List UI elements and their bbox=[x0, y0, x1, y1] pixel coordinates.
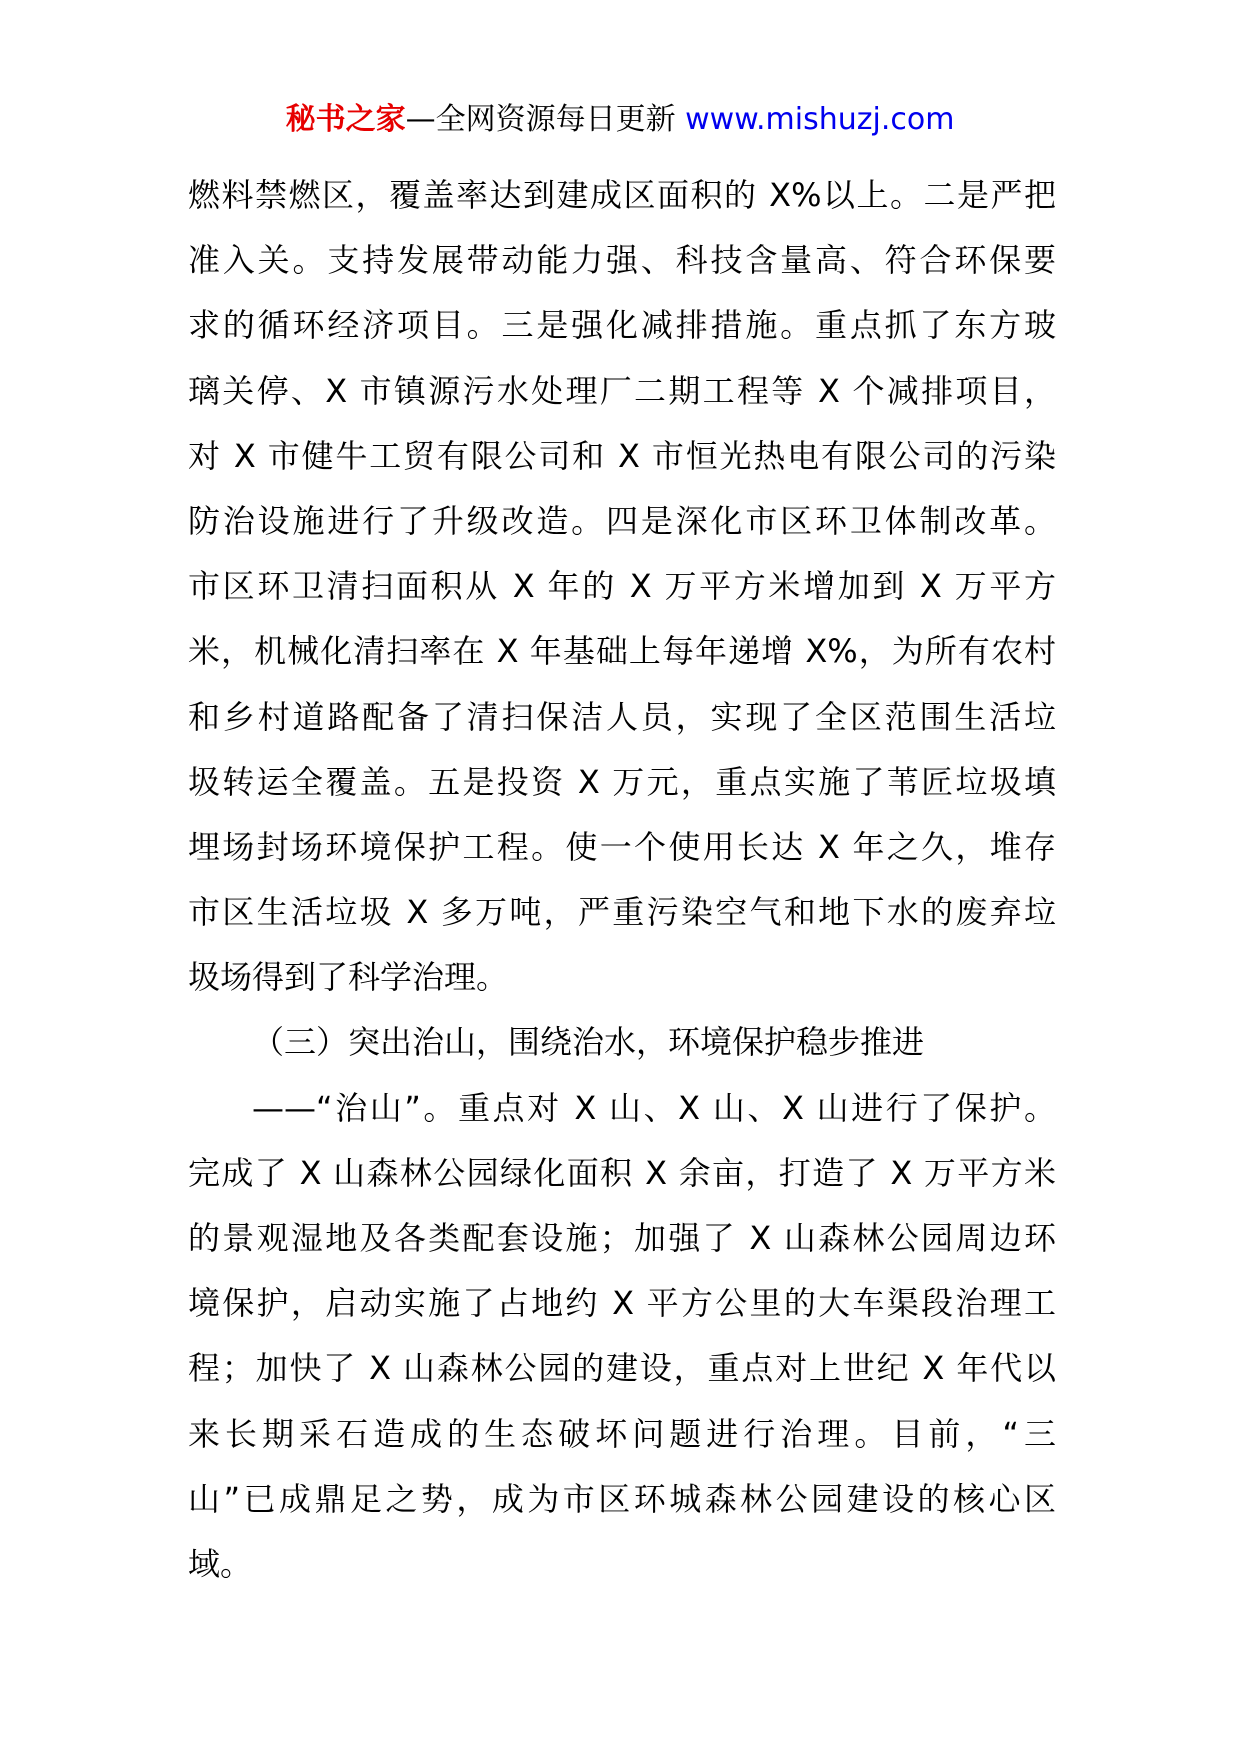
paragraph-line: 境保护，启动实施了占地约 X 平方公里的大车渠段治理工 bbox=[188, 1284, 1056, 1323]
paragraph-line: 米，机械化清扫率在 X 年基础上每年递增 X%，为所有农村 bbox=[188, 632, 1056, 671]
site-url-link[interactable]: www.mishuzj.com bbox=[685, 102, 955, 137]
paragraph-line: 完成了 X 山森林公园绿化面积 X 余亩，打造了 X 万平方米 bbox=[188, 1153, 1056, 1192]
paragraph-last-line: 圾场得到了科学治理。 bbox=[188, 958, 509, 997]
paragraph-line: 程；加快了 X 山森林公园的建设，重点对上世纪 X 年代以 bbox=[188, 1349, 1056, 1388]
paragraph-line: 圾转运全覆盖。五是投资 X 万元，重点实施了苇匠垃圾填 bbox=[188, 762, 1056, 801]
site-header bbox=[0, 98, 1240, 142]
paragraph-line: 璃关停、X 市镇源污水处理厂二期工程等 X 个减排项目， bbox=[188, 371, 1056, 410]
document-body bbox=[188, 163, 1056, 1597]
paragraph-last-line: 域。 bbox=[188, 1544, 253, 1583]
paragraph-line: 来长期采石造成的生态破坏问题进行治理。目前，“三 bbox=[188, 1414, 1056, 1453]
paragraph-line: 燃料禁燃区，覆盖率达到建成区面积的 X%以上。二是严把 bbox=[188, 176, 1056, 214]
brand-name: 秘书之家 bbox=[285, 102, 406, 137]
paragraph-line: 对 X 市健牛工贸有限公司和 X 市恒光热电有限公司的污染 bbox=[188, 436, 1056, 475]
paragraph-line: 和乡村道路配备了清扫保洁人员，实现了全区范围生活垃 bbox=[188, 697, 1056, 736]
header-tagline: —全网资源每日更新 bbox=[405, 102, 676, 137]
paragraph-line: 市区环卫清扫面积从 X 年的 X 万平方米增加到 X 万平方 bbox=[188, 567, 1056, 606]
paragraph-first-line: ——“治山”。重点对 X 山、X 山、X 山进行了保护。 bbox=[252, 1088, 1056, 1127]
paragraph-line: 山”已成鼎足之势，成为市区环城森林公园建设的核心区 bbox=[188, 1479, 1056, 1518]
paragraph-line: 求的循环经济项目。三是强化减排措施。重点抓了东方玻 bbox=[188, 306, 1056, 345]
section-heading: （三）突出治山，围绕治水，环境保护稳步推进 bbox=[252, 1023, 925, 1062]
paragraph-line: 防治设施进行了升级改造。四是深化市区环卫体制改革。 bbox=[188, 501, 1056, 540]
paragraph-line: 埋场封场环境保护工程。使一个使用长达 X 年之久，堆存 bbox=[188, 827, 1056, 866]
paragraph-line: 的景观湿地及各类配套设施；加强了 X 山森林公园周边环 bbox=[188, 1219, 1056, 1257]
paragraph-line: 准入关。支持发展带动能力强、科技含量高、符合环保要 bbox=[188, 241, 1056, 280]
paragraph-line: 市区生活垃圾 X 多万吨，严重污染空气和地下水的废弃垃 bbox=[188, 893, 1056, 932]
